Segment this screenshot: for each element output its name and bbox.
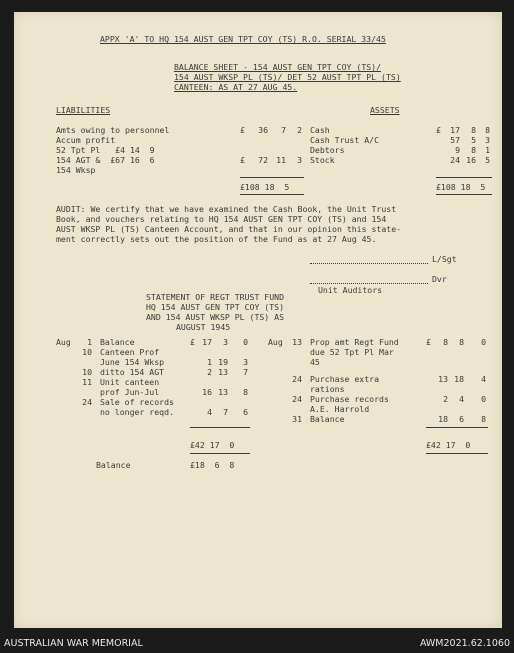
signature-rank-dvr: Dvr	[432, 274, 447, 284]
entry-text: Canteen Prof	[100, 347, 160, 357]
amount-pound-sign: £	[240, 125, 245, 135]
entry-day: 24	[292, 394, 302, 404]
amount-shillings: 13	[218, 367, 228, 377]
amount-pounds: 17	[450, 125, 460, 135]
liabilities-line: 154 Wksp	[56, 165, 96, 175]
amount-pence: 7	[243, 367, 248, 377]
amount-pence: 4	[481, 374, 486, 384]
amount-shillings: 13	[218, 387, 228, 397]
signature-line	[310, 276, 428, 284]
amount-pounds: 4	[207, 407, 212, 417]
liabilities-line: 52 Tpt Pl £4 14 9	[56, 145, 155, 155]
statement-title-line-3: AND 154 AUST WKSP PL (TS) AS	[146, 312, 285, 322]
amount-shillings: 3	[223, 337, 228, 347]
total-rule	[426, 427, 488, 428]
amount-pence: 8	[243, 387, 248, 397]
entry-text: Balance	[310, 414, 345, 424]
amount-pence: 0	[243, 337, 248, 347]
amount-pounds: 17	[202, 337, 212, 347]
amount-pence: 3	[297, 155, 302, 165]
archive-reference: AWM2021.62.1060	[419, 638, 510, 649]
archive-credit: AUSTRALIAN WAR MEMORIAL	[4, 638, 143, 649]
closing-balance-amount: £18 6 8	[190, 460, 235, 470]
amount-pence: 0	[481, 394, 486, 404]
amount-pounds: 1	[207, 357, 212, 367]
entry-day: 24	[82, 397, 92, 407]
amount-shillings: 8	[471, 125, 476, 135]
audit-line: Book, and vouchers relating to HQ 154 AUST GEN TPT COY (TS) and 154	[56, 214, 387, 224]
entry-text: prof Jun-Jul	[100, 387, 160, 397]
amount-shillings: 19	[218, 357, 228, 367]
entry-day: 10	[82, 347, 92, 357]
amount-pence: 3	[485, 135, 490, 145]
amount-pound-sign: £	[190, 337, 195, 347]
entry-day: 11	[82, 377, 92, 387]
entry-text: Balance	[100, 337, 135, 347]
entry-month: Aug	[56, 337, 71, 347]
entry-text: 45	[310, 357, 320, 367]
amount-shillings: 6	[459, 414, 464, 424]
statement-title-line-2: HQ 154 AUST GEN TPT COY (TS)	[146, 302, 285, 312]
total-rule	[240, 194, 304, 195]
liabilities-line: 154 AGT & £67 16 6	[56, 155, 155, 165]
entry-text: Unit canteen	[100, 377, 160, 387]
entry-text: Prop amt Regt Fund	[310, 337, 399, 347]
assets-total: £108 18 5	[436, 182, 486, 192]
amount-pounds: 9	[455, 145, 460, 155]
balance-sheet-title-line-2: 154 AUST WKSP PL (TS)/ DET 52 AUST TPT PL (TS)	[174, 72, 401, 82]
amount-pounds: 36	[258, 125, 268, 135]
amount-pounds: 13	[438, 374, 448, 384]
liabilities-line: Accum profit	[56, 135, 116, 145]
total-rule	[426, 453, 488, 454]
amount-shillings: 11	[276, 155, 286, 165]
asset-label: Stock	[310, 155, 335, 165]
entry-text: no longer reqd.	[100, 407, 174, 417]
total-rule	[240, 177, 304, 178]
entry-day: 1	[87, 337, 92, 347]
signature-line	[310, 256, 428, 264]
entry-day: 13	[292, 337, 302, 347]
amount-pound-sign: £	[436, 125, 441, 135]
entry-month: Aug	[268, 337, 283, 347]
entry-day: 31	[292, 414, 302, 424]
closing-balance-label: Balance	[96, 460, 131, 470]
total-rule	[436, 194, 492, 195]
audit-line: AUST WKSP PL (TS) Canteen Account, and that in our opinion this state-	[56, 224, 402, 234]
asset-label: Cash	[310, 125, 330, 135]
audit-line: ment correctly sets out the position of the Fund as at 27 Aug 45.	[56, 234, 377, 244]
entry-text: due 52 Tpt Pl Mar	[310, 347, 394, 357]
amount-pence: 5	[485, 155, 490, 165]
amount-pence: 1	[485, 145, 490, 155]
total-rule	[436, 177, 492, 178]
entry-text: Purchase extra	[310, 374, 380, 384]
amount-pound-sign: £	[240, 155, 245, 165]
amount-pounds: 2	[443, 394, 448, 404]
amount-shillings: 18	[454, 374, 464, 384]
appendix-header: APPX 'A' TO HQ 154 AUST GEN TPT COY (TS) R.O. SERIAL 33/45	[100, 34, 386, 44]
amount-shillings: 8	[459, 337, 464, 347]
signature-rank-l-sgt: L/Sgt	[432, 254, 457, 264]
amount-pounds: 16	[202, 387, 212, 397]
assets-heading: ASSETS	[370, 105, 400, 115]
total-rule	[190, 453, 250, 454]
entry-text: June 154 Wksp	[100, 357, 165, 367]
statement-title-line-1: STATEMENT OF REGT TRUST FUND	[146, 292, 285, 302]
balance-sheet-title-line-3: CANTEEN: AS AT 27 AUG 45.	[174, 82, 298, 92]
amount-pence: 0	[481, 337, 486, 347]
liabilities-total: £108 18 5	[240, 182, 290, 192]
statement-title-line-4: AUGUST 1945	[176, 322, 231, 332]
amount-shillings: 8	[471, 145, 476, 155]
amount-pounds: 8	[443, 337, 448, 347]
amount-shillings: 16	[466, 155, 476, 165]
amount-pounds: 2	[207, 367, 212, 377]
entry-text: A.E. Harrold	[310, 404, 370, 414]
amount-shillings: 7	[281, 125, 286, 135]
entry-text: ditto 154 AGT	[100, 367, 165, 377]
amount-pounds: 18	[438, 414, 448, 424]
liabilities-heading: LIABILITIES	[56, 105, 111, 115]
amount-pounds: 24	[450, 155, 460, 165]
entry-text: Purchase records	[310, 394, 389, 404]
total-rule	[190, 427, 250, 428]
amount-pounds: 57	[450, 135, 460, 145]
amount-pence: 8	[485, 125, 490, 135]
asset-label: Cash Trust A/C	[310, 135, 380, 145]
receipts-total: £42 17 0	[190, 440, 235, 450]
amount-shillings: 7	[223, 407, 228, 417]
liabilities-line: Amts owing to personnel	[56, 125, 170, 135]
amount-pounds: 72	[258, 155, 268, 165]
amount-pence: 6	[243, 407, 248, 417]
payments-total: £42 17 0	[426, 440, 471, 450]
amount-pence: 8	[481, 414, 486, 424]
document-page	[14, 12, 502, 628]
amount-shillings: 4	[459, 394, 464, 404]
amount-pence: 2	[297, 125, 302, 135]
auditors-caption: Unit Auditors	[318, 285, 383, 295]
amount-pence: 3	[243, 357, 248, 367]
entry-day: 10	[82, 367, 92, 377]
asset-label: Debtors	[310, 145, 345, 155]
entry-text: Sale of records	[100, 397, 174, 407]
audit-line: AUDIT: We certify that we have examined the Cash Book, the Unit Trust	[56, 204, 397, 214]
balance-sheet-title-line-1: BALANCE SHEET - 154 AUST GEN TPT COY (TS)/	[174, 62, 382, 72]
entry-day: 24	[292, 374, 302, 384]
entry-text: rations	[310, 384, 345, 394]
amount-pound-sign: £	[426, 337, 431, 347]
amount-shillings: 5	[471, 135, 476, 145]
